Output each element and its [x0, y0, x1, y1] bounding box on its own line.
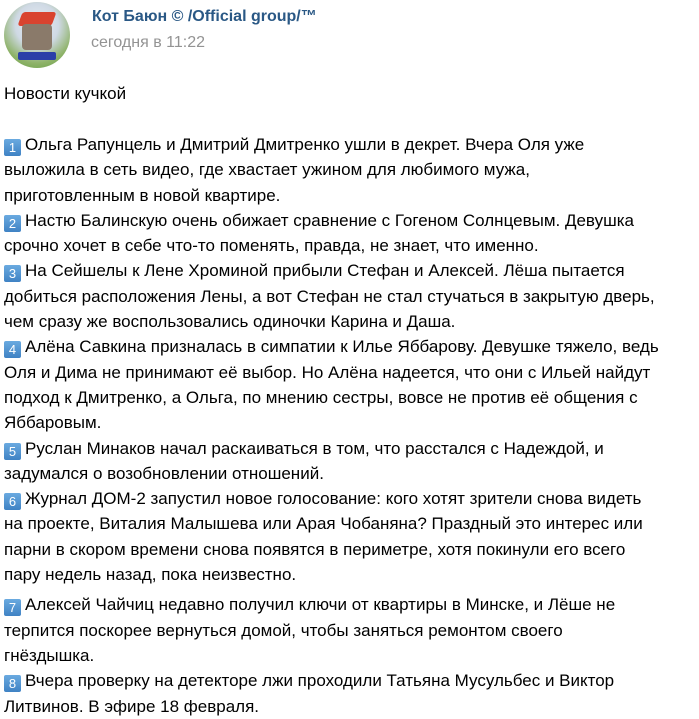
avatar-logo — [18, 52, 56, 60]
news-item — [4, 258, 694, 334]
keycap-8-icon: 8 — [4, 675, 21, 692]
keycap-1-icon: 1 — [4, 139, 21, 156]
news-text: На Сейшелы к Лене Хроминой прибыли Стефан и Алексей. Лёша пытается добиться расположения Лены, а вот Стефан не стал стучаться в закрытую дверь, чем сразу же воспользовались одиночки Карина и Даша. — [4, 261, 655, 332]
news-text: Руслан Минаков начал раскаиваться в том, что расстался с Надеждой, и задумался о возобновлении отношений. — [4, 438, 604, 483]
news-item — [4, 208, 694, 259]
keycap-3-icon: 3 — [4, 265, 21, 282]
group-avatar[interactable] — [4, 2, 70, 68]
news-text: Вчера проверку на детекторе лжи проходили Татьяна Мусульбес и Виктор Литвинов. В эфире 18 февраля. — [4, 671, 615, 716]
post-time[interactable]: сегодня в 11:22 — [91, 34, 206, 51]
news-item — [4, 486, 694, 587]
news-text: Журнал ДОМ-2 запустил новое голосование: кого хотят зрители снова видеть на проекте, Виталия Малышева или Арая Чобаняна? Праздный это интерес или парни в скором времени снова появятся в периметре, хотя покинули его всего пару недель назад, пока неизвестно. — [4, 489, 643, 585]
keycap-6-icon: 6 — [4, 493, 21, 510]
author-link[interactable]: Кот Баюн © /Official group/™ — [92, 8, 317, 25]
post-heading: Новости кучкой — [4, 84, 127, 103]
keycap-2-icon: 2 — [4, 215, 21, 232]
news-text: Ольга Рапунцель и Дмитрий Дмитренко ушли в декрет. Вчера Оля уже выложила в сеть видео, где хвастает ужином для любимого мужа, приготовленным в новой квартире. — [4, 135, 585, 205]
news-item — [4, 132, 694, 208]
news-text: Настю Балинскую очень обижает сравнение с Гогеном Солнцевым. Девушка срочно хочет в себе что-то поменять, правда, не знает, что именно. — [4, 210, 634, 256]
keycap-5-icon: 5 — [4, 443, 21, 460]
news-item — [4, 668, 694, 719]
keycap-7-icon: 7 — [4, 599, 21, 616]
news-item — [4, 592, 694, 668]
news-item — [4, 334, 694, 435]
keycap-4-icon: 4 — [4, 341, 21, 358]
news-item — [4, 436, 694, 487]
post-body — [4, 132, 694, 719]
news-text: Алексей Чайчиц недавно получил ключи от квартиры в Минске, и Лёше не терпится поскорее вернуться домой, чтобы заняться ремонтом своего гнёздышка. — [4, 595, 616, 665]
news-text: Алёна Савкина призналась в симпатии к Илье Яббарову. Девушке тяжело, ведь Оля и Дима не принимают её выбор. Но Алёна надеется, что они с Ильей найдут подход к Дмитренко, а Ольга, по мнению сестры, вовсе не против её общения с Яббаровым. — [4, 337, 659, 433]
avatar-house — [22, 24, 52, 50]
